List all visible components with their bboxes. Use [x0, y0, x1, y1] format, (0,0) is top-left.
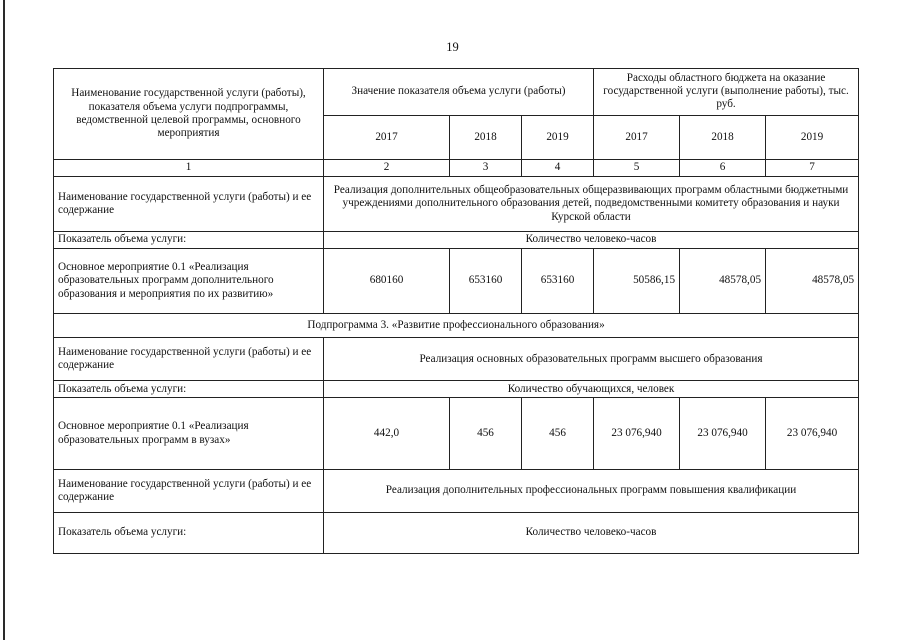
indicator-value: Количество человеко-часов — [324, 232, 859, 249]
year-cell: 2019 — [766, 115, 859, 160]
header-row-1 — [54, 69, 859, 116]
column-number: 4 — [522, 160, 594, 177]
column-number: 7 — [766, 160, 859, 177]
indicator-label: Показатель объема услуги: — [54, 513, 324, 554]
indicator-value: Количество человеко-часов — [324, 513, 859, 554]
column-numbers-row — [54, 160, 859, 177]
value-cell: 48578,05 — [766, 248, 859, 313]
subprogram-title: Подпрограмма 3. «Развитие профессионального образования» — [54, 313, 859, 337]
value-cell: 23 076,940 — [680, 398, 766, 470]
indicator-row — [54, 381, 859, 398]
value-cell: 50586,15 — [594, 248, 680, 313]
year-cell: 2017 — [324, 115, 450, 160]
value-cell: 653160 — [522, 248, 594, 313]
year-cell: 2019 — [522, 115, 594, 160]
budget-table — [53, 68, 859, 554]
service-label: Наименование государственной услуги (работы) и ее содержание — [54, 469, 324, 513]
measure-label: Основное мероприятие 0.1 «Реализация образовательных программ в вузах» — [54, 398, 324, 470]
indicator-label: Показатель объема услуги: — [54, 232, 324, 249]
service-value: Реализация основных образовательных программ высшего образования — [324, 337, 859, 381]
header-name-cell: Наименование государственной услуги (работы), показателя объема услуги подпрограммы, ведомственной целевой программы, основного мероприятия — [54, 69, 324, 160]
header-expenses-group: Расходы областного бюджета на оказание государственной услуги (выполнение работы), тыс. руб. — [594, 69, 859, 116]
value-cell: 680160 — [324, 248, 450, 313]
service-row — [54, 469, 859, 513]
column-number: 6 — [680, 160, 766, 177]
indicator-value: Количество обучающихся, человек — [324, 381, 859, 398]
service-label: Наименование государственной услуги (работы) и ее содержание — [54, 337, 324, 381]
page-number: 19 — [446, 40, 459, 54]
service-row — [54, 176, 859, 232]
indicator-row — [54, 513, 859, 554]
service-value: Реализация дополнительных профессиональных программ повышения квалификации — [324, 469, 859, 513]
column-number: 1 — [54, 160, 324, 177]
column-number: 2 — [324, 160, 450, 177]
subprogram-row — [54, 313, 859, 337]
value-cell: 23 076,940 — [594, 398, 680, 470]
year-cell: 2017 — [594, 115, 680, 160]
value-cell: 23 076,940 — [766, 398, 859, 470]
value-cell: 456 — [522, 398, 594, 470]
measure-row — [54, 398, 859, 470]
year-cell: 2018 — [450, 115, 522, 160]
column-number: 3 — [450, 160, 522, 177]
year-cell: 2018 — [680, 115, 766, 160]
value-cell: 456 — [450, 398, 522, 470]
indicator-label: Показатель объема услуги: — [54, 381, 324, 398]
value-cell: 653160 — [450, 248, 522, 313]
value-cell: 442,0 — [324, 398, 450, 470]
service-value: Реализация дополнительных общеобразовательных общеразвивающих программ областными бюджетными учреждениями дополнительного образования детей, подведомственными комитету образования и науки Курской области — [324, 176, 859, 232]
scan-edge-line — [3, 0, 5, 640]
column-number: 5 — [594, 160, 680, 177]
header-indicator-group: Значение показателя объема услуги (работы) — [324, 69, 594, 116]
value-cell: 48578,05 — [680, 248, 766, 313]
measure-row — [54, 248, 859, 313]
indicator-row — [54, 232, 859, 249]
measure-label: Основное мероприятие 0.1 «Реализация образовательных программ дополнительного образования и мероприятия по их развитию» — [54, 248, 324, 313]
service-label: Наименование государственной услуги (работы) и ее содержание — [54, 176, 324, 232]
service-row — [54, 337, 859, 381]
